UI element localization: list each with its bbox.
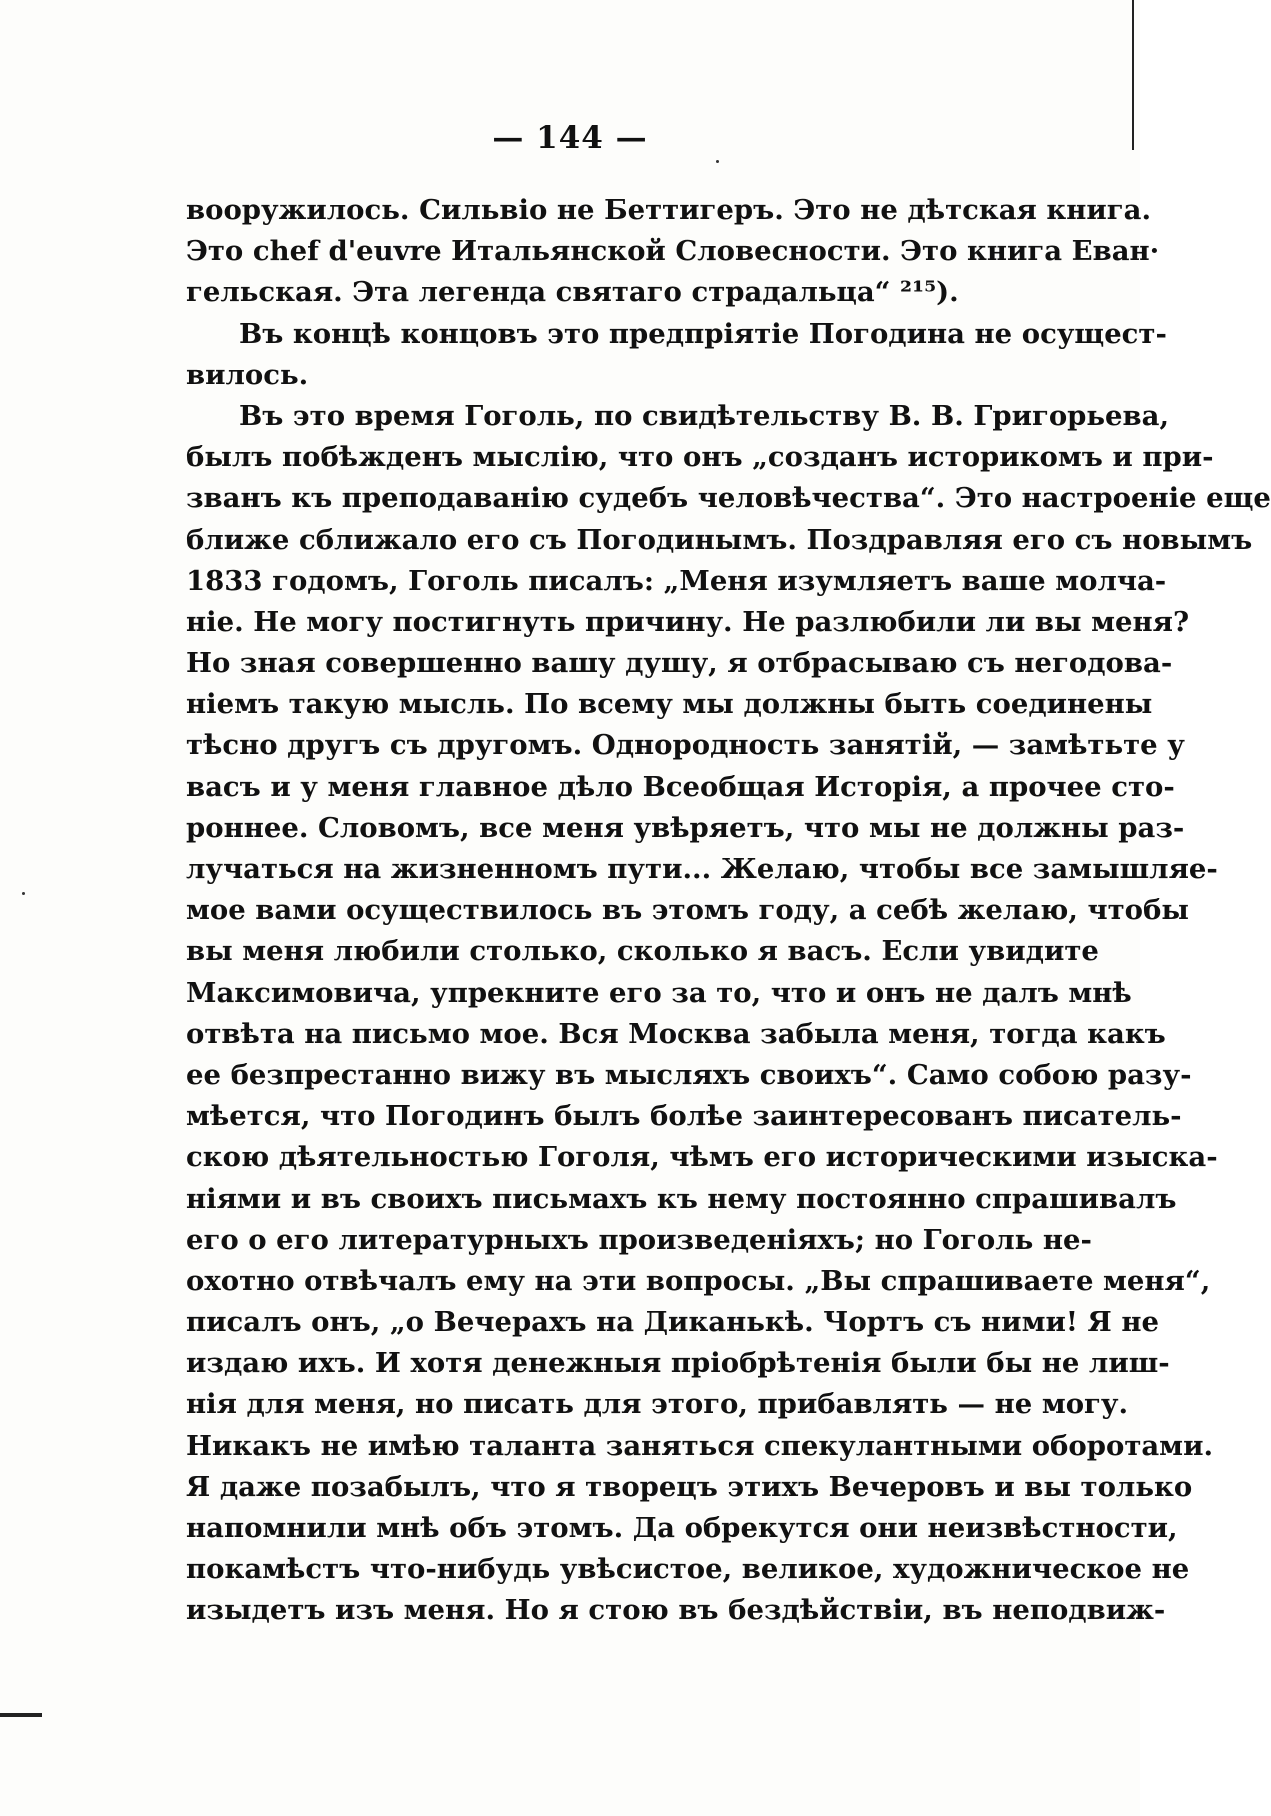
- text-line: васъ и у меня главное дѣло Всеобщая Исторія, а прочее сто-: [186, 770, 1175, 803]
- text-line: ближе сближало его съ Погодинымъ. Поздравляя его съ новымъ: [186, 523, 1253, 556]
- text-line: Въ это время Гоголь, по свидѣтельству В. В. Григорьева,: [239, 399, 1170, 432]
- text-line: роннее. Словомъ, все меня увѣряетъ, что мы не должны раз-: [186, 811, 1185, 844]
- text-line: издаю ихъ. И хотя денежныя пріобрѣтенія были бы не лиш-: [186, 1347, 1170, 1380]
- text-line: ніями и въ своихъ письмахъ къ нему постоянно спрашивалъ: [186, 1182, 1177, 1215]
- ink-speck: [22, 892, 25, 895]
- text-line: Я даже позабылъ, что я творецъ этихъ Вечеровъ и вы только: [186, 1470, 1193, 1503]
- text-line: ее безпрестанно вижу въ мысляхъ своихъ“. Само собою разу-: [186, 1058, 1192, 1091]
- text-line: вилось.: [186, 358, 309, 391]
- text-line: званъ къ преподаванію судебъ человѣчества“. Это настроеніе еще: [186, 482, 1271, 515]
- text-line: его о его литературныхъ произведеніяхъ; но Гоголь не-: [186, 1223, 1092, 1256]
- page-number: — 144 —: [492, 120, 648, 156]
- text-line: нія для меня, но писать для этого, прибавлять — не могу.: [186, 1388, 1129, 1421]
- ink-speck: [716, 160, 719, 163]
- text-line: писалъ онъ, „о Вечерахъ на Диканькѣ. Чортъ съ ними! Я не: [186, 1306, 1159, 1339]
- text-line: отвѣта на письмо мое. Вся Москва забыла меня, тогда какъ: [186, 1017, 1166, 1050]
- text-line: вооружилось. Сильвіо не Беттигеръ. Это не дѣтская книга.: [186, 194, 1152, 226]
- text-line: гельская. Эта легенда святаго страдальца“ ²¹⁵).: [186, 276, 959, 309]
- text-line: изыдетъ изъ меня. Но я стою въ бездѣйствіи, въ неподвиж-: [186, 1594, 1166, 1627]
- text-line: охотно отвѣчалъ ему на эти вопросы. „Вы спрашиваете меня“,: [186, 1264, 1211, 1297]
- text-line: ніемъ такую мысль. По всему мы должны быть соединены: [186, 688, 1153, 721]
- text-line: покамѣстъ что-нибудь увѣсистое, великое, художническое не: [186, 1553, 1190, 1586]
- text-line: скою дѣятельностью Гоголя, чѣмъ его историческими изыска-: [186, 1141, 1218, 1174]
- text-line: Въ концѣ концовъ это предпріятіе Погодина не осущест-: [239, 317, 1167, 350]
- text-line: 1833 годомъ, Гоголь писалъ: „Меня изумляетъ ваше молча-: [186, 564, 1167, 597]
- text-line: былъ побѣжденъ мыслію, что онъ „созданъ историкомъ и при-: [186, 441, 1214, 474]
- text-line: мое вами осуществилось въ этомъ году, а себѣ желаю, чтобы: [186, 894, 1189, 927]
- text-line: ніе. Не могу постигнуть причину. Не разлюбили ли вы меня?: [186, 605, 1190, 638]
- text-line: вы меня любили столько, сколько я васъ. Если увидите: [186, 935, 1099, 968]
- text-line: мѣется, что Погодинъ былъ болѣе заинтересованъ писатель-: [186, 1100, 1182, 1133]
- text-line: Это chef d'euvre Итальянской Словесности. Это книга Еван·: [186, 235, 1160, 268]
- text-line: Но зная совершенно вашу душу, я отбрасываю съ негодова-: [186, 647, 1173, 680]
- margin-mark: [0, 1713, 42, 1717]
- text-line: Никакъ не имѣю таланта заняться спекулантными оборотами.: [186, 1429, 1214, 1462]
- text-line: Максимовича, упрекните его за то, что и онъ не далъ мнѣ: [186, 976, 1132, 1009]
- text-line: лучаться на жизненномъ пути... Желаю, чтобы все замышляе-: [186, 853, 1218, 885]
- body-text: [186, 190, 1271, 1632]
- text-line: напомнили мнѣ объ этомъ. Да обрекутся они неизвѣстности,: [186, 1512, 1178, 1544]
- text-line: тѣсно другъ съ другомъ. Однородность занятій, — замѣтьте у: [186, 729, 1185, 762]
